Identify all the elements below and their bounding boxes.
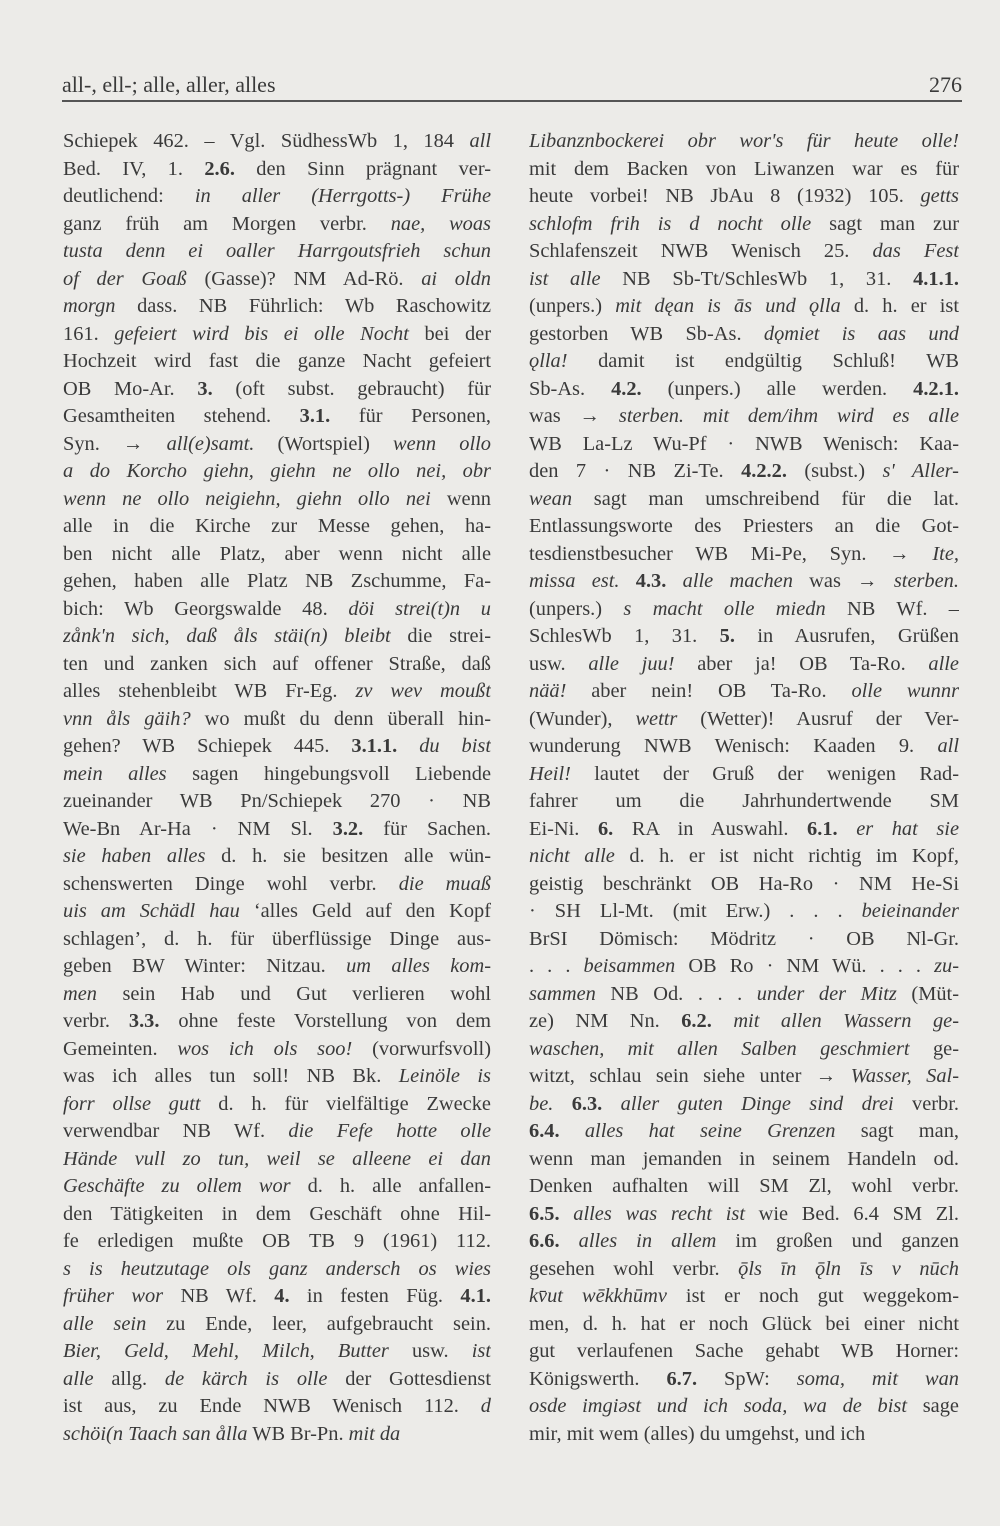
right-column-line: men, d. h. hat er noch Glück bei einer nicht	[529, 1312, 959, 1335]
left-column-line: alles stehenbleibt WB Fr-Eg. zv wev moußt	[63, 680, 491, 702]
right-column-line: ist alle NB Sb-Tt/SchlesWb 1, 31. 4.1.1.	[529, 267, 959, 290]
left-column-line: sie haben alles d. h. sie besitzen alle wün-	[63, 845, 491, 867]
left-column-line: Geschäfte zu ollem wor d. h. alle anfallen-	[63, 1175, 491, 1197]
right-column-line: tesdienstbesucher WB Mi-Pe, Syn. → Ite,	[529, 542, 959, 565]
right-column	[529, 128, 959, 1448]
running-head: all-, ell-; alle, aller, alles	[62, 72, 276, 97]
right-column-line: SchlesWb 1, 31. 5. in Ausrufen, Grüßen	[529, 625, 959, 647]
left-column-line: uis am Schädl hau ‘alles Geld auf den Kopf	[63, 900, 491, 922]
right-column-line: den 7 · NB Zi-Te. 4.2.2. (subst.) s' Aller-	[529, 460, 959, 482]
left-column-line: schenswerten Dinge wohl verbr. die muaß	[63, 872, 491, 895]
left-column-line: of der Goaß (Gasse)? NM Ad-Rö. ai oldn	[63, 267, 491, 290]
right-column-line: be. 6.3. aller guten Dinge sind drei verbr.	[529, 1092, 959, 1115]
right-column-line: wunderung NWB Wenisch: Kaaden 9. all	[529, 735, 959, 757]
left-column-line: wenn ne ollo neigiehn, giehn ollo nei wenn	[63, 487, 491, 510]
right-column-line: (unpers.) s macht olle miedn NB Wf. –	[529, 597, 959, 620]
right-column-line: 6.5. alles was recht ist wie Bed. 6.4 SM Zl.	[529, 1202, 959, 1225]
left-column-line: OB Mo-Ar. 3. (oft subst. gebraucht) für	[63, 377, 491, 400]
left-column-line: zånk'n sich, daß åls stäi(n) bleibt die strei-	[63, 625, 491, 647]
left-column-line: Hochzeit wird fast die ganze Nacht gefeiert	[63, 350, 491, 372]
right-column-line: sammen NB Od. . . . under der Mitz (Müt-	[529, 982, 959, 1005]
left-column-line: den Tätigkeiten in dem Geschäft ohne Hil-	[63, 1202, 491, 1225]
right-column-line: · SH Ll-Mt. (mit Erw.) . . . beieinander	[529, 900, 959, 922]
right-column-line: ze) NM Nn. 6.2. mit allen Wassern ge-	[529, 1010, 959, 1032]
right-column-line: Heil! lautet der Gruß der wenigen Rad-	[529, 762, 959, 785]
right-column-line: usw. alle juu! aber ja! OB Ta-Ro. alle	[529, 652, 959, 675]
right-column-line: Libanznbockerei obr wor's für heute olle!	[529, 130, 959, 152]
left-column-line: s is heutzutage ols ganz andersch os wies	[63, 1257, 491, 1280]
right-column-line: heute vorbei! NB JbAu 8 (1932) 105. getts	[529, 185, 959, 207]
left-column-line: mein alles sagen hingebungsvoll Liebende	[63, 762, 491, 785]
right-column-line: (unpers.) mit dęan is ās und ǫlla d. h. er ist	[529, 295, 959, 317]
left-column-line: 161. gefeiert wird bis ei olle Nocht bei der	[63, 322, 491, 345]
right-column-line: schlofm frih is d nocht olle sagt man zur	[529, 212, 959, 235]
left-column-line: morgn dass. NB Führlich: Wb Raschowitz	[63, 295, 491, 317]
left-column-line: zueinander WB Pn/Schiepek 270 · NB	[63, 790, 491, 812]
left-column-line: früher wor NB Wf. 4. in festen Füg. 4.1.	[63, 1285, 491, 1307]
left-column-line: Hände vull zo tun, weil se alleene ei dan	[63, 1147, 491, 1170]
left-column-line: was ich alles tun soll! NB Bk. Leinöle is	[63, 1065, 491, 1087]
right-column-line: witzt, schlau sein siehe unter → Wasser, Sal-	[529, 1065, 959, 1087]
header-rule	[62, 100, 962, 102]
right-column-line: geistig beschränkt OB Ha-Ro · NM He-Si	[529, 872, 959, 895]
left-column-line: schöi(n Taach san ålla WB Br-Pn. mit da	[63, 1422, 401, 1445]
right-column-line: wean sagt man umschreibend für die lat.	[529, 487, 959, 510]
right-column-line: 6.6. alles in allem im großen und ganzen	[529, 1230, 959, 1252]
left-column-line: gehen, haben alle Platz NB Zschumme, Fa-	[63, 570, 491, 592]
right-column-line: was → sterben. mit dem/ihm wird es alle	[529, 405, 959, 427]
left-column-line: Gesamtheiten stehend. 3.1. für Personen,	[63, 405, 491, 427]
right-column-line: gesehen wohl verbr. ǭls īn ǭln īs v nūch	[529, 1257, 959, 1280]
right-column-line: (Wunder), wettr (Wetter)! Ausruf der Ver-	[529, 707, 959, 730]
right-column-line: . . . beisammen OB Ro · NM Wü. . . . zu-	[529, 955, 959, 977]
right-column-line: WB La-Lz Wu-Pf · NWB Wenisch: Kaa-	[529, 432, 959, 455]
left-column-line: schlagen’, d. h. für überflüssige Dinge aus-	[63, 927, 491, 950]
right-column-line: gut verlaufenen Sache gehabt WB Horner:	[529, 1340, 959, 1362]
right-column-line: mir, mit wem (alles) du umgehst, und ich	[529, 1422, 866, 1445]
left-column-line: ganz früh am Morgen verbr. nae, woas	[63, 212, 491, 235]
left-column-line: men sein Hab und Gut verlieren wohl	[63, 982, 491, 1005]
right-column-line: osde imgiəst und ich soda, wa de bist sage	[529, 1395, 959, 1417]
left-column-line: vnn åls gäih? wo mußt du denn überall hin-	[63, 707, 491, 730]
left-column-line: alle allg. de kärch is olle der Gottesdienst	[63, 1367, 491, 1390]
left-column-line: verwendbar NB Wf. die Fefe hotte olle	[63, 1120, 491, 1142]
left-column-line: Schiepek 462. – Vgl. SüdhessWb 1, 184 all	[63, 130, 491, 152]
right-column-line: missa est. 4.3. alle machen was → sterben.	[529, 570, 959, 592]
left-column-line: We-Bn Ar-Ha · NM Sl. 3.2. für Sachen.	[63, 817, 491, 840]
right-column-line: Königswerth. 6.7. SpW: soma, mit wan	[529, 1367, 959, 1390]
right-column-line: mit dem Backen von Liwanzen war es für	[529, 157, 959, 180]
right-column-line: Ei-Ni. 6. RA in Auswahl. 6.1. er hat sie	[529, 817, 959, 840]
left-column-line: ist aus, zu Ende NWB Wenisch 112. d	[63, 1395, 491, 1417]
right-column-line: Schlafenszeit NWB Wenisch 25. das Fest	[529, 240, 959, 262]
left-column-line: a do Korcho giehn, giehn ne ollo nei, obr	[63, 460, 491, 482]
left-column	[63, 128, 491, 1448]
left-column-line: alle sein zu Ende, leer, aufgebraucht sein.	[63, 1312, 491, 1335]
page-header	[62, 72, 962, 102]
right-column-line: Entlassungsworte des Priesters an die Got-	[529, 515, 959, 537]
right-column-line: 6.4. alles hat seine Grenzen sagt man,	[529, 1120, 959, 1142]
left-column-line: ten und zanken sich auf offener Straße, daß	[63, 652, 491, 675]
page-number: 276	[929, 72, 962, 97]
left-column-line: Bier, Geld, Mehl, Milch, Butter usw. ist	[63, 1340, 491, 1362]
left-column-line: geben BW Winter: Nitzau. um alles kom-	[63, 955, 491, 977]
left-column-line: forr ollse gutt d. h. für vielfältige Zwecke	[63, 1092, 491, 1115]
right-column-line: Denken aufhalten will SM Zl, wohl verbr.	[529, 1175, 959, 1197]
left-column-line: Syn. → all(e)samt. (Wortspiel) wenn ollo	[63, 432, 491, 455]
left-column-line: tusta denn ei oaller Harrgoutsfrieh schun	[63, 240, 491, 262]
right-column-line: nicht alle d. h. er ist nicht richtig im Kopf,	[529, 845, 959, 867]
left-column-line: fe erledigen mußte OB TB 9 (1961) 112.	[63, 1230, 491, 1252]
left-column-line: ben nicht alle Platz, aber wenn nicht alle	[63, 542, 491, 565]
right-column-line: gestorben WB Sb-As. dǫmiet is aas und	[529, 322, 959, 345]
right-column-line: nää! aber nein! OB Ta-Ro. olle wunnr	[529, 680, 959, 702]
left-column-line: gehen? WB Schiepek 445. 3.1.1. du bist	[63, 735, 491, 757]
left-column-line: Gemeinten. wos ich ols soo! (vorwurfsvoll)	[63, 1037, 491, 1060]
left-column-line: Bed. IV, 1. 2.6. den Sinn prägnant ver-	[63, 157, 491, 180]
right-column-line: fahrer um die Jahrhundertwende SM	[529, 790, 959, 812]
left-column-line: bich: Wb Georgswalde 48. döi strei(t)n u	[63, 597, 491, 620]
right-column-line: ǫlla! damit ist endgültig Schluß! WB	[529, 350, 959, 372]
left-column-line: deutlichend: in aller (Herrgotts-) Frühe	[63, 185, 491, 207]
right-column-line: BrSI Dömisch: Mödritz · OB Nl-Gr.	[529, 927, 959, 950]
right-column-line: waschen, mit allen Salben geschmiert ge-	[529, 1037, 959, 1060]
left-column-line: verbr. 3.3. ohne feste Vorstellung von dem	[63, 1010, 491, 1032]
right-column-line: Sb-As. 4.2. (unpers.) alle werden. 4.2.1.	[529, 377, 959, 400]
right-column-line: kv̄ut wēkkhūmv ist er noch gut weggekom-	[529, 1285, 959, 1307]
right-column-line: wenn man jemanden in seinem Handeln od.	[529, 1147, 959, 1170]
left-column-line: alle in die Kirche zur Messe gehen, ha-	[63, 515, 491, 537]
